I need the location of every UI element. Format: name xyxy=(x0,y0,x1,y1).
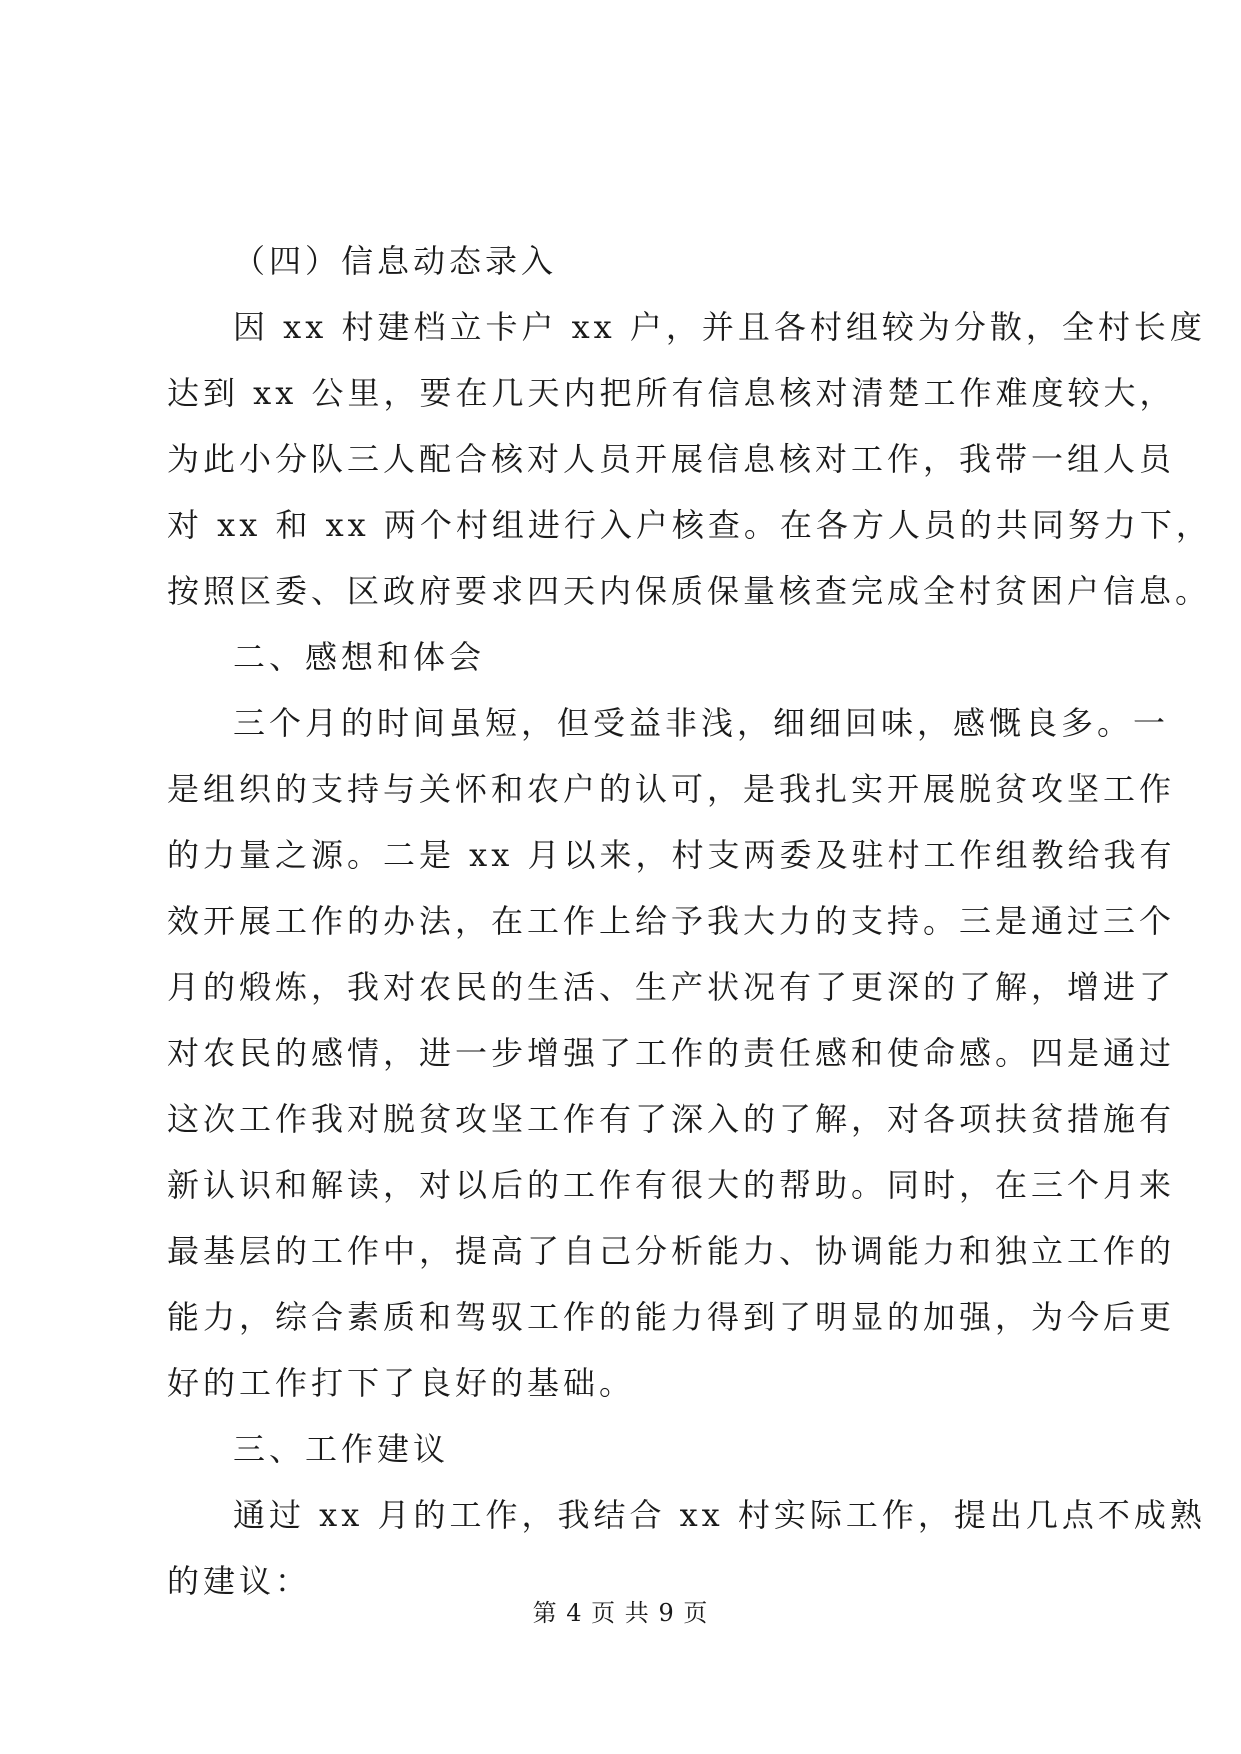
paragraph-line: 是组织的支持与关怀和农户的认可，是我扎实开展脱贫攻坚工作 xyxy=(167,770,1176,808)
paragraph xyxy=(167,690,1176,1416)
paragraph-line: 对农民的感情，进一步增强了工作的责任感和使命感。四是通过 xyxy=(167,1034,1176,1072)
section-heading: 二、感想和体会 xyxy=(233,638,486,676)
paragraph-line: 月的煅炼，我对农民的生活、生产状况有了更深的了解，增进了 xyxy=(167,968,1176,1006)
paragraph-line: 对 xx 和 xx 两个村组进行入户核查。在各方人员的共同努力下， xyxy=(167,506,1212,544)
paragraph xyxy=(167,294,1212,624)
section-heading: 三、工作建议 xyxy=(233,1430,450,1468)
paragraph-line: 为此小分队三人配合核对人员开展信息核对工作，我带一组人员 xyxy=(167,440,1176,478)
paragraph-line: 能力，综合素质和驾驭工作的能力得到了明显的加强，为今后更 xyxy=(167,1298,1176,1336)
paragraph-line: 达到 xx 公里，要在几天内把所有信息核对清楚工作难度较大， xyxy=(167,374,1176,412)
paragraph xyxy=(167,1482,1206,1614)
paragraph-line: 因 xx 村建档立卡户 xx 户，并且各村组较为分散，全村长度 xyxy=(233,308,1206,346)
paragraph-line: 三个月的时间虽短，但受益非浅，细细回味，感慨良多。一 xyxy=(233,704,1170,742)
paragraph-line: 这次工作我对脱贫攻坚工作有了深入的了解，对各项扶贫措施有 xyxy=(167,1100,1176,1138)
paragraph-line: 最基层的工作中，提高了自己分析能力、协调能力和独立工作的 xyxy=(167,1232,1176,1270)
paragraph-line: 的建议： xyxy=(167,1562,312,1600)
page-number-footer: 第 4 页 共 9 页 xyxy=(532,1599,709,1627)
paragraph-line: 效开展工作的办法，在工作上给予我大力的支持。三是通过三个 xyxy=(167,902,1176,940)
paragraph-line: 的力量之源。二是 xx 月以来，村支两委及驻村工作组教给我有 xyxy=(167,836,1176,874)
paragraph-line: 通过 xx 月的工作，我结合 xx 村实际工作，提出几点不成熟 xyxy=(233,1496,1206,1534)
document-body xyxy=(167,228,1212,1614)
paragraph-line: 按照区委、区政府要求四天内保质保量核查完成全村贫困户信息。 xyxy=(167,572,1212,610)
paragraph-line: 新认识和解读，对以后的工作有很大的帮助。同时，在三个月来 xyxy=(167,1166,1176,1204)
paragraph-line: 好的工作打下了良好的基础。 xyxy=(167,1364,636,1402)
section-heading: （四）信息动态录入 xyxy=(233,242,558,280)
